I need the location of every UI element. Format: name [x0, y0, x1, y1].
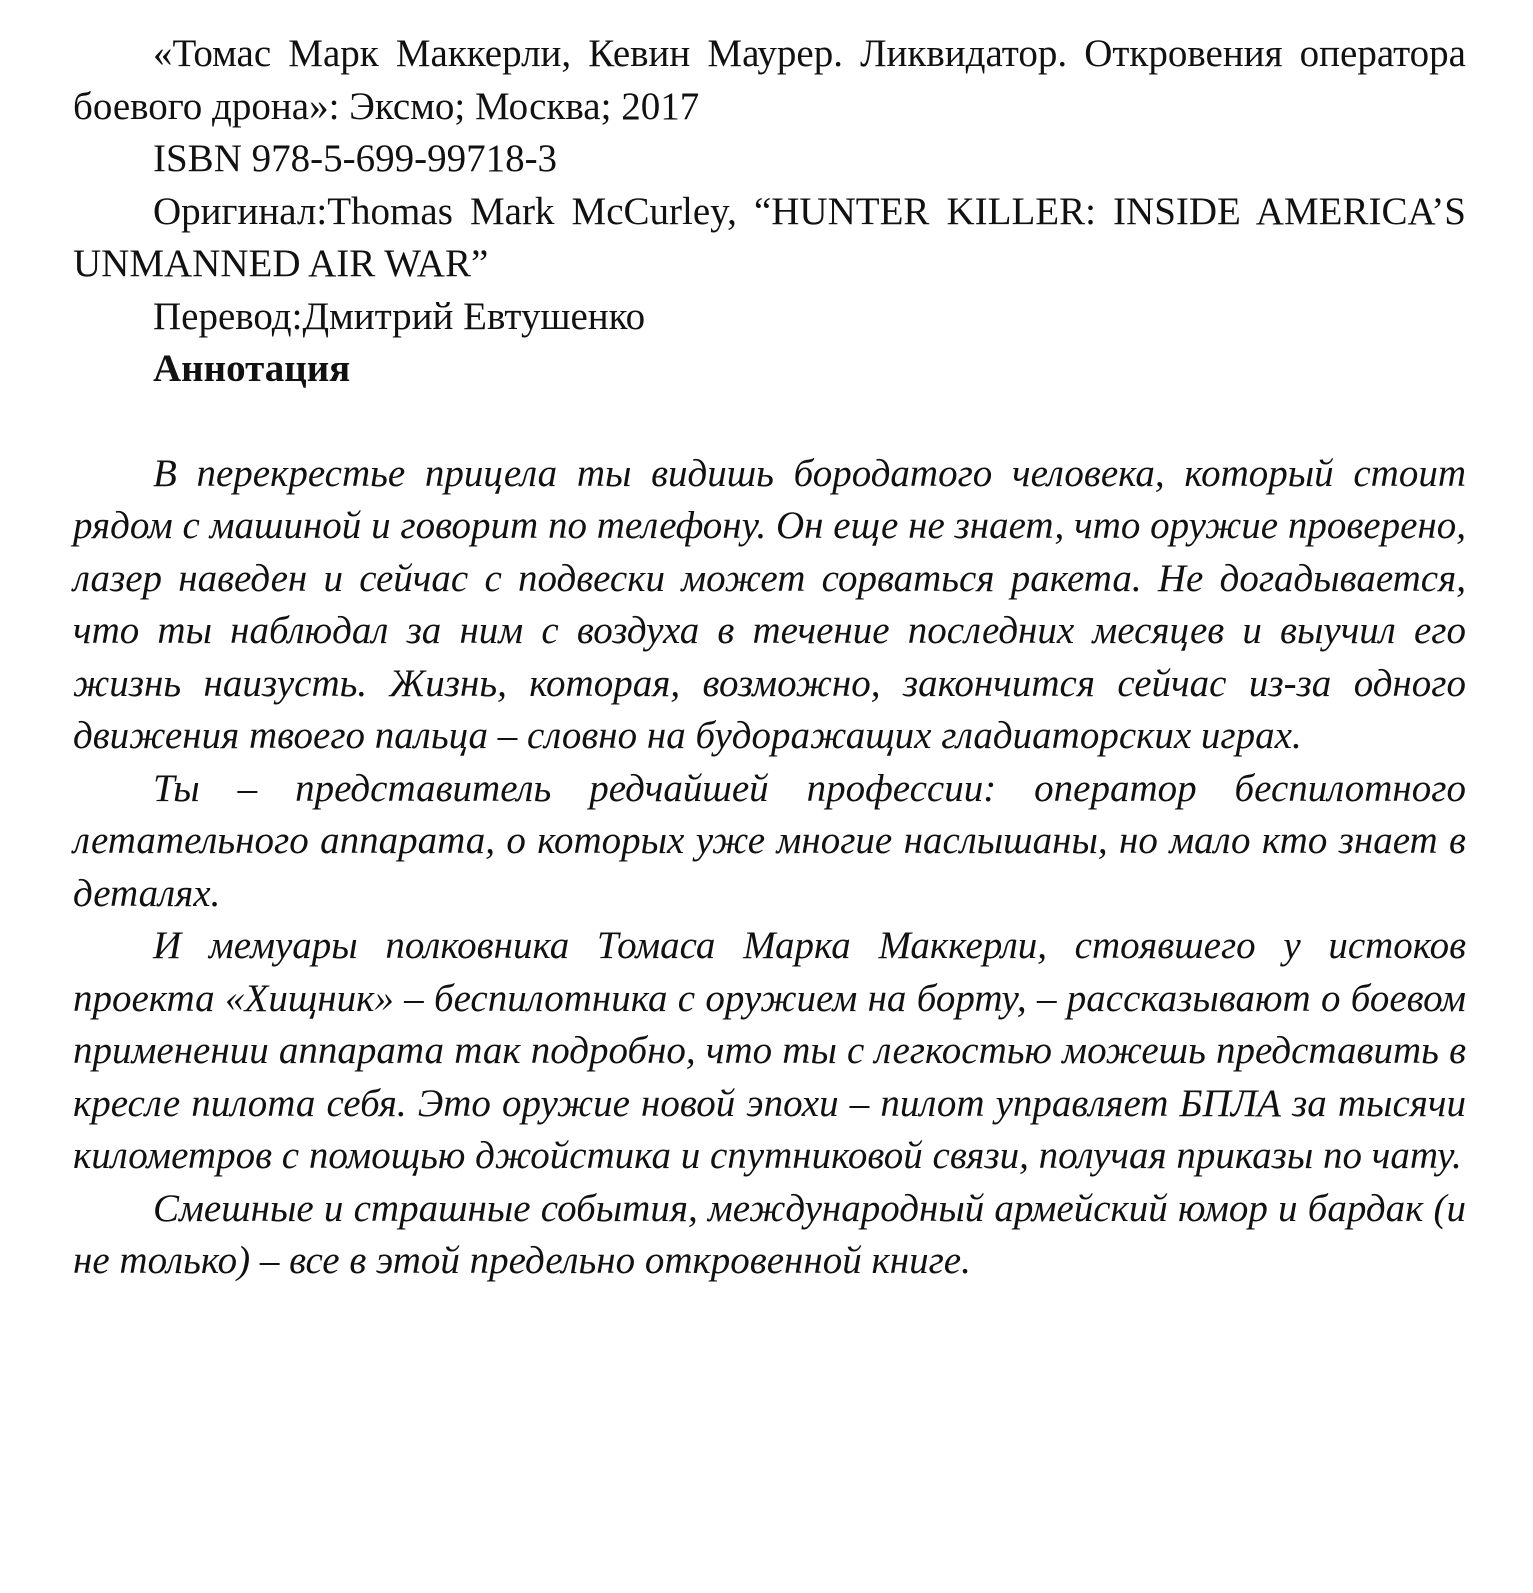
- translator: Перевод:Дмитрий Евтушенко: [153, 294, 646, 338]
- book-citation: «Томас Марк Маккерли, Кевин Маурер. Ликвидатор. Откровения оператора боевого дрона»: Эксмо; Москва; 2017: [73, 32, 1466, 128]
- original-title: Оригинал:Thomas Mark McCurley, “HUNTER KILLER: INSIDE AMERICA’S UNMANNED AIR WAR”: [73, 189, 1466, 285]
- document-page: [73, 28, 1466, 1288]
- annotation-paragraph: Ты – представитель редчайшей профессии: оператор беспилотного летательного аппарата, о которых уже многие наслышаны, но мало кто знает в деталях.: [73, 766, 1466, 915]
- isbn: ISBN 978-5-699-99718-3: [153, 137, 558, 180]
- annotation-paragraph: И мемуары полковника Томаса Марка Маккерли, стоявшего у истоков проекта «Хищник» – беспилотника с оружием на борту, – рассказывают о боевом применении аппарата так подробно, что ты с легкостью можешь представить в кресле пилота себя. Это оружие новой эпохи – пилот управляет БПЛА за тысячи километров с помощью джойстика и спутниковой связи, получая приказы по чату.: [73, 924, 1466, 1177]
- book-metadata: [73, 28, 1466, 396]
- annotation-body: [73, 448, 1466, 1288]
- annotation-paragraph: Смешные и страшные события, международный армейский юмор и бардак (и не только) – все в этой предельно откровенной книге.: [73, 1186, 1466, 1282]
- blank-line: [73, 396, 1466, 448]
- annotation-paragraph: В перекрестье прицела ты видишь бородатого человека, который стоит рядом с машиной и говорит по телефону. Он еще не знает, что оружие проверено, лазер наведен и сейчас с подвески может сорваться ракета. Не догадывается, что ты наблюдал за ним с воздуха в течение последних месяцев и выучил его жизнь наизусть. Жизнь, которая, возможно, закончится сейчас из-за одного движения твоего пальца – словно на будоражащих гладиаторских играх.: [73, 451, 1466, 757]
- annotation-heading: Аннотация: [153, 347, 351, 390]
